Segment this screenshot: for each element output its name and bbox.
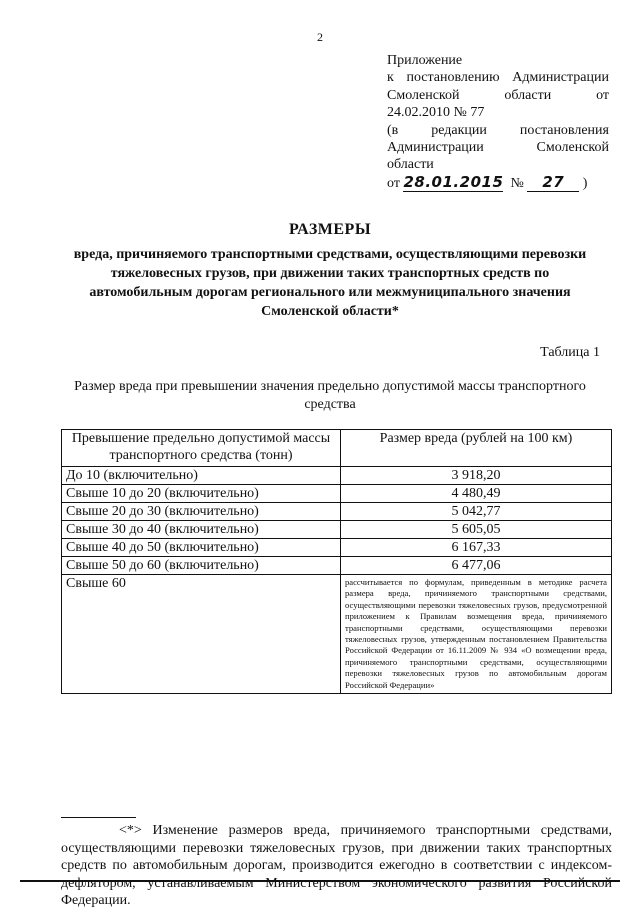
appendix-line: (в редакции постановления xyxy=(387,122,609,138)
row-category: Свыше 60 xyxy=(62,575,341,694)
appendix-block xyxy=(387,52,609,192)
row-category: До 10 (включительно) xyxy=(62,467,341,485)
handwritten-date: 28.01.2015 xyxy=(403,172,504,191)
row-value: 3 918,20 xyxy=(341,467,612,485)
closing-paren: ) xyxy=(582,175,588,191)
table-row xyxy=(62,503,612,521)
row-value-formula-note: рассчитывается по формулам, приведенным в методике расчета размера вреда, причиняемого транспортными средствами, осуществляющими перевозки тяжеловесных грузов, предусмотренной приложением к Правилам возмещения вреда, причиняемого транспортными средствами, осуществляющими перевозки тяжеловесных грузов, утвержденным постановлением Правительства Российской Федерации от 16.11.2009 № 934 «О возмещении вреда, причиняемого транспортными средствами, осуществляющими перевозки тяжеловесных грузов по автомобильным дорогам Российской Федерации» xyxy=(341,575,612,694)
page-bottom-divider xyxy=(20,880,620,882)
appendix-line: Смоленской области от xyxy=(387,87,609,103)
footnote: <*> Изменение размеров вреда, причиняемого транспортными средствами, осуществляющими перевозки тяжеловесных грузов, при движении таких транспортных средств по автомобильным дорогам, производится ежегодно в соответствии с индексом-дефлятором, устанавливаемым Министерством экономического развития Российской Федерации. xyxy=(61,823,612,908)
row-category: Свыше 20 до 30 (включительно) xyxy=(62,503,341,521)
row-category: Свыше 10 до 20 (включительно) xyxy=(62,485,341,503)
table-row xyxy=(62,539,612,557)
table-row xyxy=(62,521,612,539)
table-header-row xyxy=(62,430,612,467)
number-label: № xyxy=(510,175,524,191)
page-number: 2 xyxy=(317,30,323,44)
appendix-line: 24.02.2010 № 77 xyxy=(387,105,485,121)
table-row xyxy=(62,485,612,503)
table-caption: Размер вреда при превышении значения предельно допустимой массы транспортного средства xyxy=(74,379,586,412)
appendix-line: Администрации Смоленской xyxy=(387,140,609,156)
row-value: 4 480,49 xyxy=(341,485,612,503)
amendment-reference xyxy=(387,174,609,192)
document-title xyxy=(60,221,600,321)
title-heading: РАЗМЕРЫ xyxy=(288,221,372,238)
table-row xyxy=(62,575,612,694)
harm-table xyxy=(61,429,612,694)
row-value: 5 605,05 xyxy=(341,521,612,539)
table-row xyxy=(62,557,612,575)
table-label: Таблица 1 xyxy=(540,345,600,360)
row-category: Свыше 40 до 50 (включительно) xyxy=(62,539,341,557)
row-category: Свыше 50 до 60 (включительно) xyxy=(62,557,341,575)
footnote-divider xyxy=(61,817,136,818)
row-value: 6 167,33 xyxy=(341,539,612,557)
handwritten-number: 27 xyxy=(527,174,579,192)
column-header-damage: Размер вреда (рублей на 100 км) xyxy=(341,430,612,467)
row-value: 5 042,77 xyxy=(341,503,612,521)
table-row xyxy=(62,467,612,485)
appendix-line: области xyxy=(387,157,434,173)
row-category: Свыше 30 до 40 (включительно) xyxy=(62,521,341,539)
appendix-line: Приложение xyxy=(387,53,463,68)
appendix-line: к постановлению Администрации xyxy=(387,70,609,86)
column-header-excess: Превышение предельно допустимой массы транспортного средства (тонн) xyxy=(62,430,341,467)
row-value: 6 477,06 xyxy=(341,557,612,575)
from-label: от xyxy=(387,175,400,191)
title-subheading: вреда, причиняемого транспортными средствами, осуществляющими перевозки тяжеловесных грузов, при движении таких транспортных средств по автомобильным дорогам регионального или межмуниципального значения Смоленской области* xyxy=(73,247,587,319)
